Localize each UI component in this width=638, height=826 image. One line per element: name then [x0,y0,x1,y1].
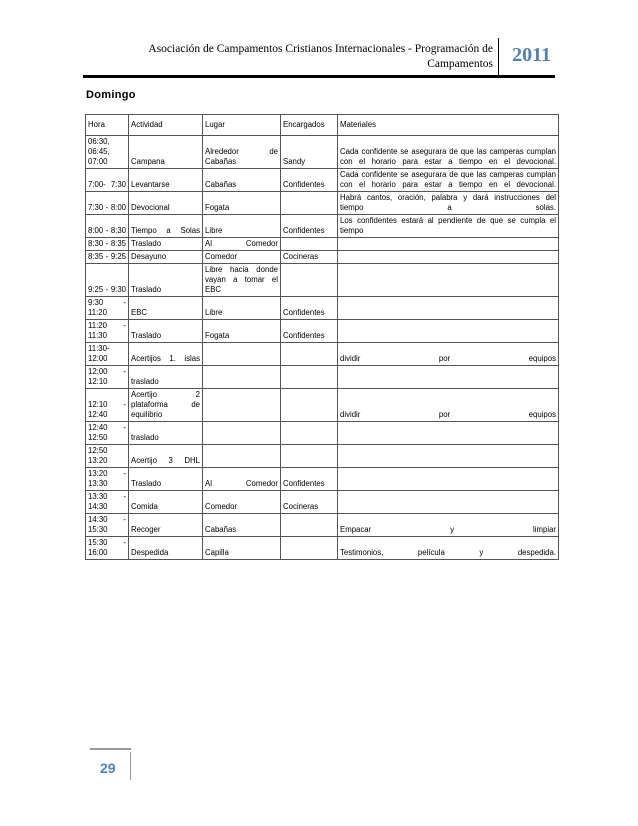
cell-encargados [281,238,338,251]
header-rule [83,75,555,78]
cell-encargados: Sandy [281,136,338,169]
table-header-row [86,115,559,136]
cell-encargados [281,264,338,297]
cell-materiales: dividir por equipos [338,389,559,422]
cell-lugar [203,389,281,422]
table-row [86,264,559,297]
table-row [86,445,559,468]
table-row [86,215,559,238]
schedule-table [85,114,559,560]
cell-encargados [281,366,338,389]
table-row [86,491,559,514]
cell-actividad: Despedida [129,537,203,560]
cell-materiales: dividir por equipos [338,343,559,366]
cell-actividad: EBC [129,297,203,320]
header-title-line1: Asociación de Campamentos Cristianos Internacionales - Programación de [148,43,493,55]
cell-lugar [203,445,281,468]
cell-lugar [203,422,281,445]
cell-hora: 06:30, 06:45, 07:00 [86,136,129,169]
cell-lugar [203,343,281,366]
cell-encargados: Confidentes [281,320,338,343]
cell-hora: 12:40 - 12:50 [86,422,129,445]
table-row [86,297,559,320]
cell-actividad: Acertijo 2 plataforma de equilibrio [129,389,203,422]
cell-lugar: Libre [203,297,281,320]
cell-materiales [338,251,559,264]
cell-hora: 11:20 - 11:30 [86,320,129,343]
column-header: Materiales [338,115,559,136]
page-header [83,38,555,76]
cell-lugar: Al Comedor [203,468,281,491]
table-row [86,136,559,169]
table-row [86,389,559,422]
cell-lugar: Al Comedor [203,238,281,251]
cell-encargados [281,514,338,537]
cell-encargados: Cocineras [281,491,338,514]
header-year: 2011 [512,44,551,66]
cell-encargados: Confidentes [281,169,338,192]
header-title-line2: Campamentos [427,58,493,70]
cell-encargados [281,343,338,366]
table-row [86,343,559,366]
cell-lugar: Libre hacia donde vayan a tomar el EBC [203,264,281,297]
cell-hora: 15:30 - 16:00 [86,537,129,560]
cell-encargados [281,537,338,560]
cell-encargados [281,389,338,422]
cell-hora: 9:30 - 11:20 [86,297,129,320]
cell-hora: 12:10 - 12:40 [86,389,129,422]
column-header: Lugar [203,115,281,136]
cell-lugar: Fogata [203,320,281,343]
cell-materiales: Testimonios, película y despedida. [338,537,559,560]
cell-hora: 13:20 - 13:30 [86,468,129,491]
table-row [86,366,559,389]
cell-actividad: Traslado [129,264,203,297]
cell-actividad: Tiempo a Solas [129,215,203,238]
cell-actividad: Campana [129,136,203,169]
cell-encargados [281,422,338,445]
cell-lugar [203,366,281,389]
cell-actividad: Traslado [129,320,203,343]
cell-actividad: Comida [129,491,203,514]
cell-actividad: Recoger [129,514,203,537]
table-row [86,422,559,445]
column-header: Encargados [281,115,338,136]
cell-encargados: Cocineras [281,251,338,264]
cell-hora: 8:00 - 8:30 [86,215,129,238]
cell-encargados [281,445,338,468]
cell-materiales [338,238,559,251]
cell-actividad: Desayuno [129,251,203,264]
cell-lugar: Comedor [203,491,281,514]
cell-actividad: Traslado [129,238,203,251]
footer-rule [90,748,131,750]
header-title [93,42,493,72]
cell-encargados [281,192,338,215]
cell-materiales [338,264,559,297]
table-row [86,192,559,215]
cell-hora: 12:00 - 12:10 [86,366,129,389]
cell-materiales [338,422,559,445]
cell-hora: 9:25 - 9:30 [86,264,129,297]
cell-encargados: Confidentes [281,297,338,320]
cell-lugar: Cabañas [203,169,281,192]
cell-actividad: Levantarse [129,169,203,192]
footer-divider [130,752,131,780]
cell-actividad: Devocional [129,192,203,215]
cell-materiales [338,491,559,514]
cell-hora: 8:30 - 8:35 [86,238,129,251]
table-row [86,238,559,251]
cell-hora: 14:30 - 15:30 [86,514,129,537]
cell-lugar: Cabañas [203,514,281,537]
cell-materiales: Habrá cantos, oración, palabra y dará instrucciones del tiempo a solas. [338,192,559,215]
table-row [86,251,559,264]
cell-materiales [338,297,559,320]
cell-hora: 7:30 - 8:00 [86,192,129,215]
cell-hora: 11:30- 12:00 [86,343,129,366]
table-row [86,169,559,192]
cell-actividad: Traslado [129,468,203,491]
header-divider [498,38,499,76]
page-number: 29 [100,760,116,776]
cell-encargados: Confidentes [281,215,338,238]
cell-encargados: Confidentes [281,468,338,491]
cell-lugar: Capilla [203,537,281,560]
table-row [86,514,559,537]
cell-actividad: traslado [129,422,203,445]
cell-hora: 13:30 - 14:30 [86,491,129,514]
column-header: Actividad [129,115,203,136]
cell-materiales: Los confidentes estará al pendiente de que se cumpla el tiempo [338,215,559,238]
table-row [86,537,559,560]
cell-materiales [338,468,559,491]
cell-materiales [338,445,559,468]
section-title: Domingo [86,89,136,101]
cell-lugar: Alrededor de Cabañas [203,136,281,169]
cell-materiales [338,320,559,343]
column-header: Hora [86,115,129,136]
cell-actividad: Acertijo 3 DHL [129,445,203,468]
cell-lugar: Fogata [203,192,281,215]
table-row [86,468,559,491]
cell-materiales: Empacar y limpiar [338,514,559,537]
cell-hora: 7:00- 7:30 [86,169,129,192]
cell-lugar: Libre [203,215,281,238]
cell-materiales: Cada confidente se asegurara de que las camperas cumplan con el horario para estar a tiempo en el devocional. [338,136,559,169]
cell-actividad: traslado [129,366,203,389]
table-row [86,320,559,343]
cell-lugar: Comedor [203,251,281,264]
cell-hora: 8:35 - 9:25 [86,251,129,264]
cell-materiales [338,366,559,389]
cell-actividad: Acertijos 1. islas [129,343,203,366]
cell-hora: 12:50 13:20 [86,445,129,468]
cell-materiales: Cada confidente se asegurara de que las camperas cumplan con el horario para estar a tiempo en el devocional. [338,169,559,192]
